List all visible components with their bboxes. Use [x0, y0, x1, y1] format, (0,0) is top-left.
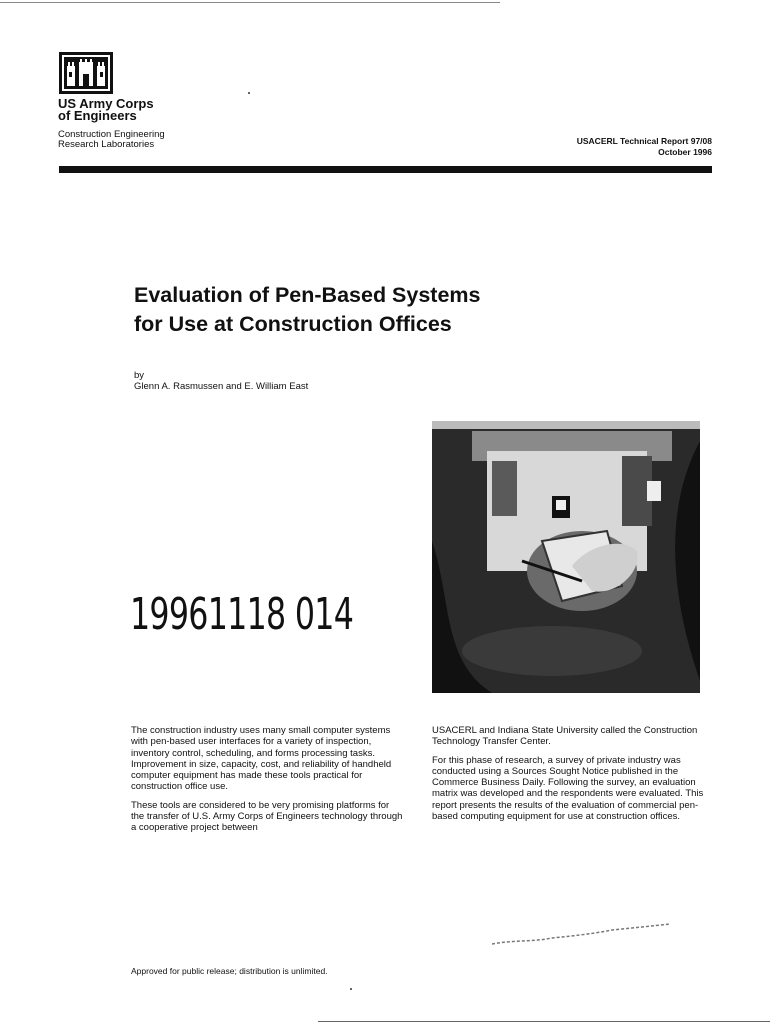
- byline: [134, 370, 308, 392]
- abstract-paragraph: The construction industry uses many small computer systems with pen-based user interfaces for a variety of inspection, inventory control, scheduling, and forms processing tasks. Improvement in size, capacity, cost, and reliability of handheld computer equipment has made these tools practical for construction office use.: [131, 725, 392, 793]
- scan-speck: [350, 988, 352, 990]
- org-name-line2: of Engineers: [58, 108, 137, 123]
- cover-photo: [432, 421, 700, 693]
- header-rule: [59, 166, 712, 173]
- title-line1: Evaluation of Pen-Based Systems: [134, 283, 481, 307]
- report-number: USACERL Technical Report 97/08: [576, 136, 712, 146]
- org-subtitle: [58, 130, 165, 150]
- scan-noise: [492, 922, 672, 952]
- org-name-line1: US Army Corps: [58, 96, 154, 111]
- abstract-left-column: [131, 725, 405, 841]
- abstract-paragraph: USACERL and Indiana State University called the Construction Technology Transfer Center.: [432, 725, 698, 748]
- report-identifier: [577, 136, 712, 157]
- pen-computer-photo: [432, 421, 700, 693]
- abstract-paragraph: For this phase of research, a survey of private industry was conducted using a Sources Sought Notice published in the Commerce Business Daily. Following the survey, an evaluation matrix was developed and the respondents were evaluated. This report presents the results of the evaluation of commercial pen-based computing equipment for use at construction offices.: [432, 754, 704, 823]
- abstract-right-column: [432, 725, 706, 829]
- castle-icon: [59, 52, 113, 94]
- accession-number: 19961118 014: [130, 589, 354, 640]
- org-name: [58, 98, 154, 122]
- scan-speck: [248, 92, 250, 94]
- org-sub-line2: Research Laboratories: [58, 139, 155, 150]
- byline-by: by: [134, 370, 145, 381]
- byline-authors: Glenn A. Rasmussen and E. William East: [134, 381, 309, 392]
- title-line2: for Use at Construction Offices: [134, 312, 452, 336]
- org-sub-line1: Construction Engineering: [58, 129, 165, 140]
- abstract-paragraph: These tools are considered to be very promising platforms for the transfer of U.S. Army Corps of Engineers technology through a cooperative project between: [131, 799, 403, 834]
- report-title: [134, 281, 481, 339]
- scan-edge-line: [0, 2, 500, 3]
- scan-edge-line: [318, 1021, 770, 1022]
- distribution-statement: Approved for public release; distribution is unlimited.: [131, 966, 328, 976]
- report-date: October 1996: [658, 146, 712, 157]
